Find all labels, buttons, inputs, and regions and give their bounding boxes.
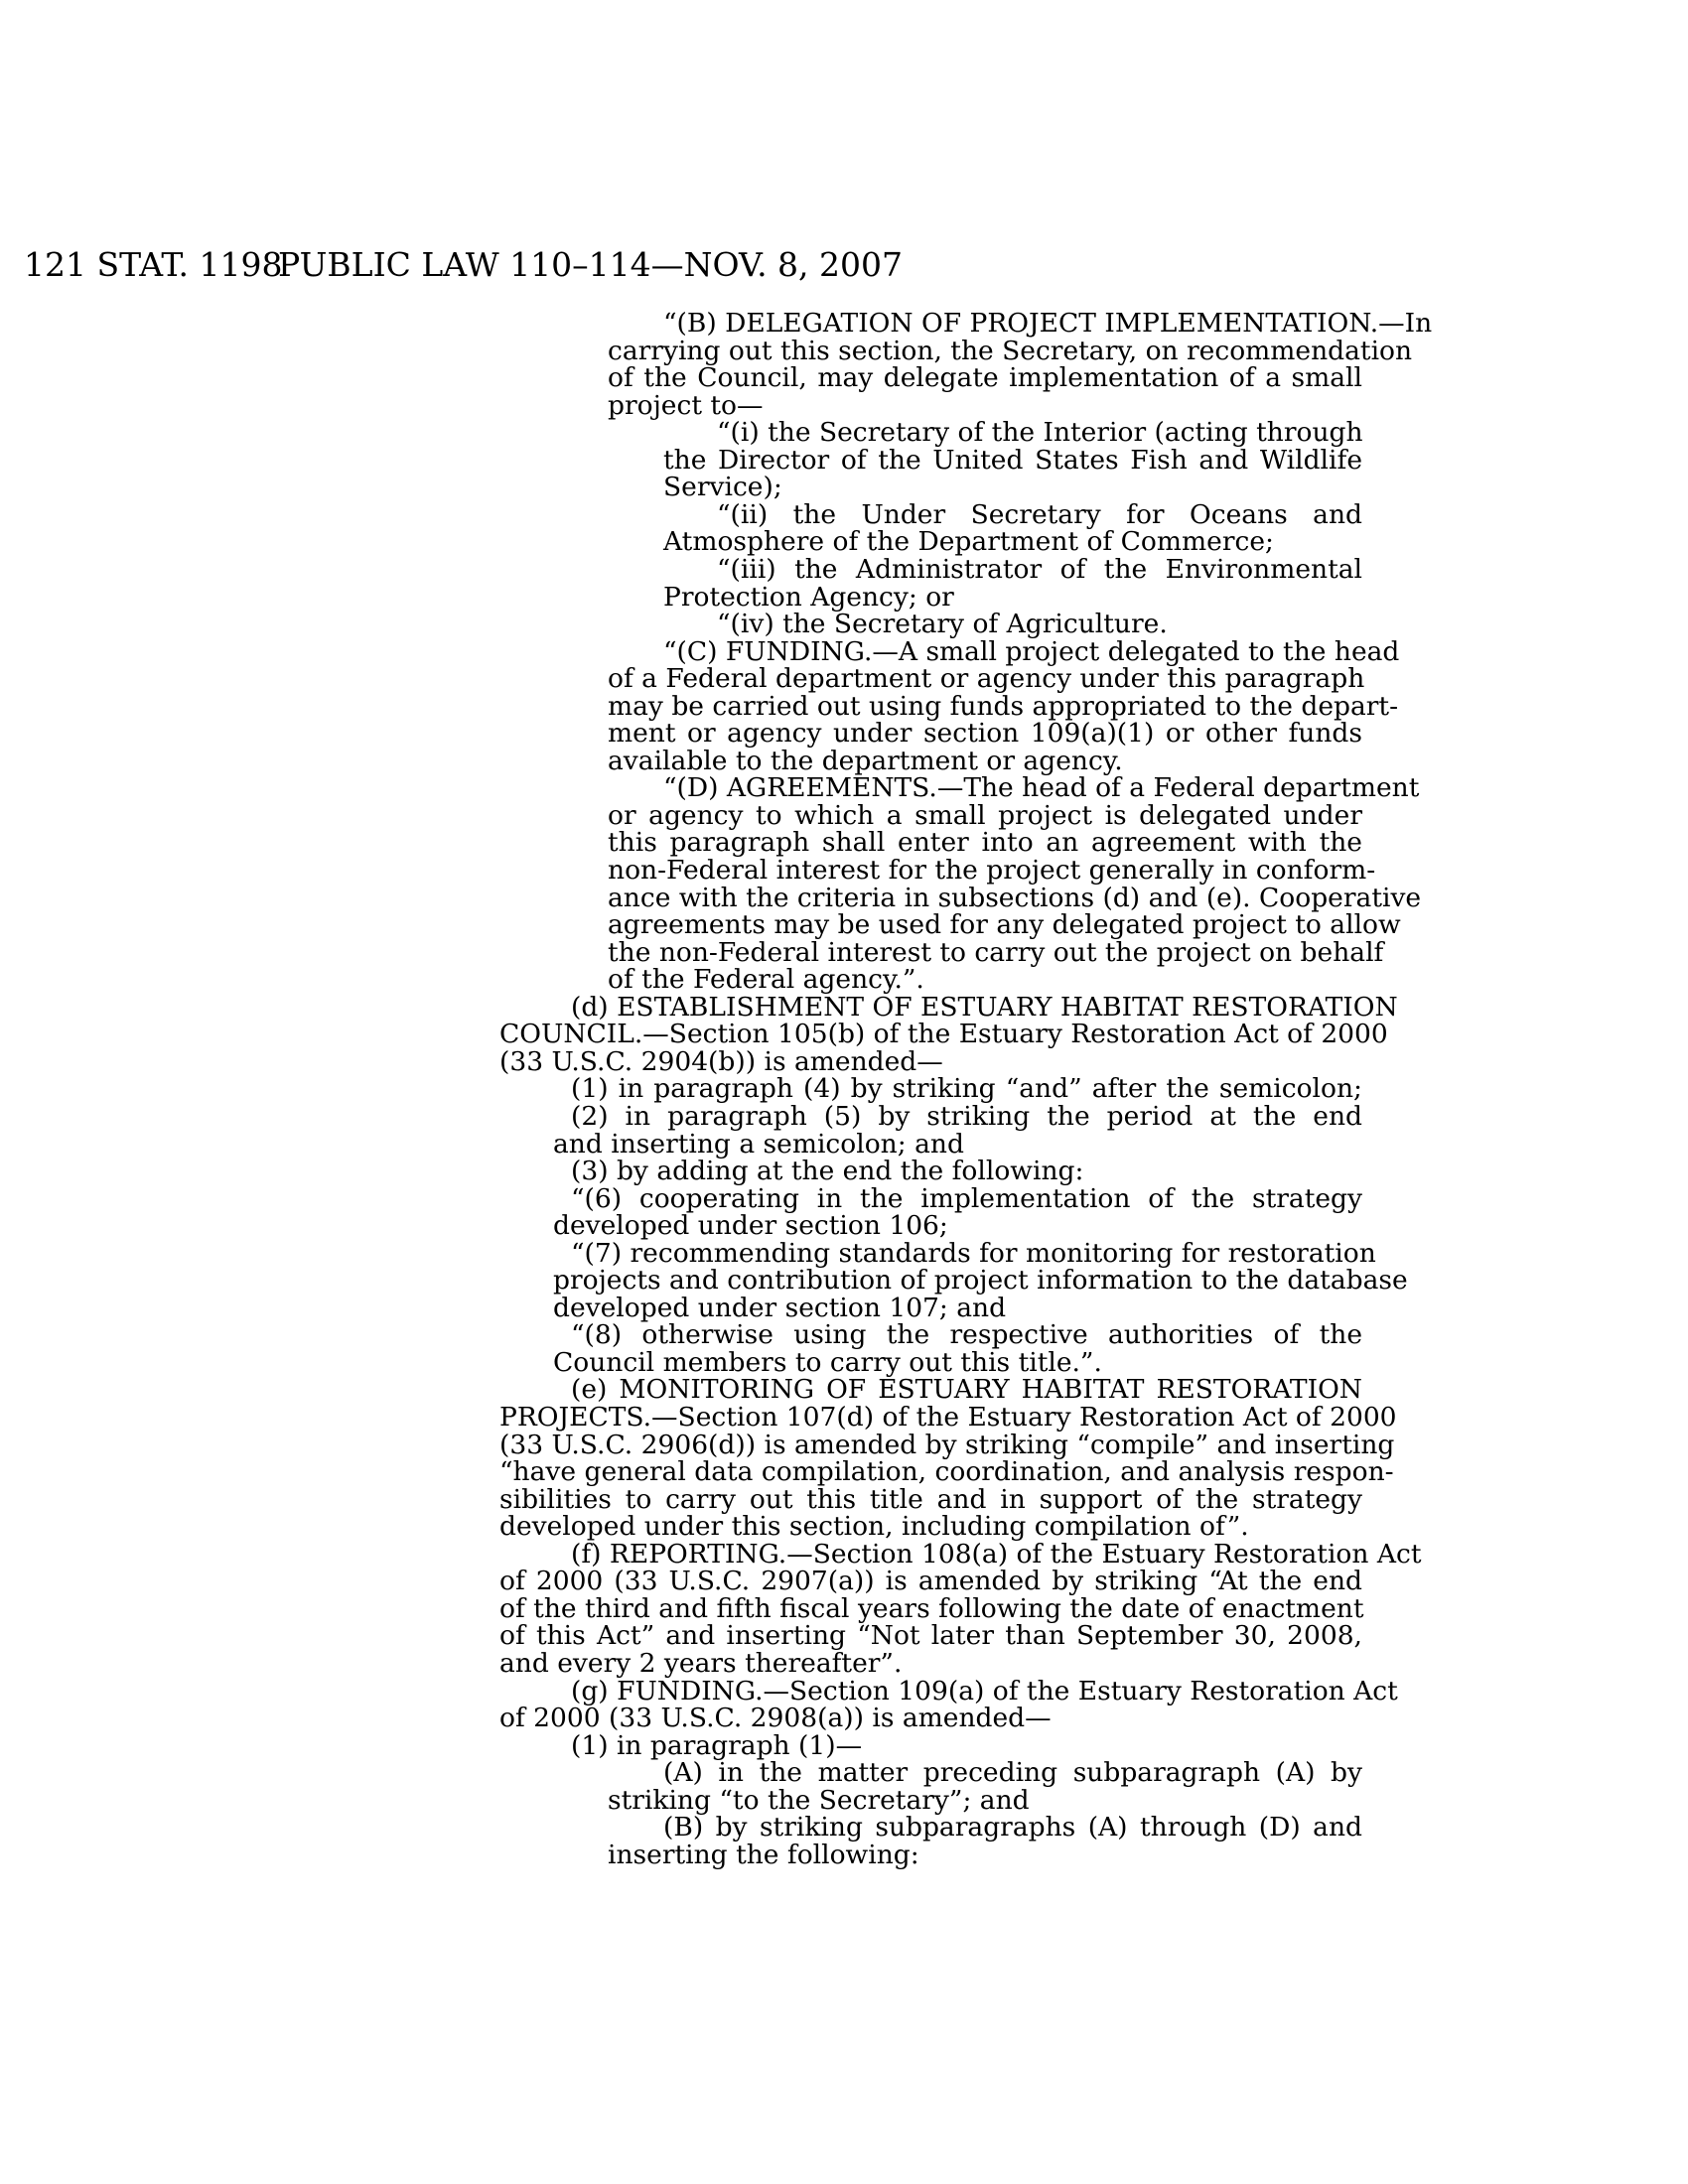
text-line: carrying out this section, the Secretary, on recommendation xyxy=(608,335,1413,366)
text-line: Protection Agency; or xyxy=(663,581,954,613)
text-line: PROJECTS.—Section 107(d) of the Estuary Restoration Act of 2000 xyxy=(499,1402,1397,1433)
text-line: (B) by striking subparagraphs (A) through (D) and xyxy=(663,1812,1362,1843)
text-line: “(D) AGREEMENTS.—The head of a Federal department xyxy=(663,772,1420,804)
text-line: agreements may be used for any delegated project to allow xyxy=(608,909,1401,941)
text-line: of this Act” and inserting “Not later than September 30, 2008, xyxy=(499,1620,1362,1652)
text-line: (f) REPORTING.—Section 108(a) of the Estuary Restoration Act xyxy=(571,1538,1422,1570)
running-header-title: PUBLIC LAW 110–114—NOV. 8, 2007 xyxy=(278,245,904,284)
text-line: of 2000 (33 U.S.C. 2907(a)) is amended by striking “At the end xyxy=(499,1566,1362,1597)
text-line: ment or agency under section 109(a)(1) or other funds xyxy=(608,718,1362,750)
text-line: Council members to carry out this title.”. xyxy=(553,1346,1102,1378)
text-line: “(8) otherwise using the respective authorities of the xyxy=(571,1319,1362,1351)
text-line: of the Federal agency.”. xyxy=(608,964,924,996)
text-line: “have general data compilation, coordination, and analysis respon- xyxy=(499,1456,1394,1488)
text-line: (g) FUNDING.—Section 109(a) of the Estuary Restoration Act xyxy=(571,1675,1398,1706)
text-line: sibilities to carry out this title and in support of the strategy xyxy=(499,1483,1362,1515)
text-line: or agency to which a small project is delegated under xyxy=(608,799,1362,831)
text-line: the non-Federal interest to carry out the project on behalf xyxy=(608,936,1384,968)
text-line: and every 2 years thereafter”. xyxy=(499,1647,903,1679)
text-line: (2) in paragraph (5) by striking the period at the end xyxy=(571,1100,1362,1132)
text-line: developed under this section, including compilation of”. xyxy=(499,1511,1249,1543)
text-line: project to— xyxy=(608,389,764,421)
text-line: “(B) DELEGATION OF PROJECT IMPLEMENTATION.—In xyxy=(663,308,1433,339)
text-line: inserting the following: xyxy=(608,1839,919,1870)
text-line: developed under section 106; xyxy=(553,1210,948,1242)
text-line: developed under section 107; and xyxy=(553,1292,1007,1323)
text-line: (e) MONITORING OF ESTUARY HABITAT RESTORATION xyxy=(571,1374,1362,1406)
text-line: of a Federal department or agency under this paragraph xyxy=(608,663,1365,695)
text-line: (d) ESTABLISHMENT OF ESTUARY HABITAT RESTORATION xyxy=(571,991,1398,1023)
text-line: (33 U.S.C. 2906(d)) is amended by striking “compile” and inserting xyxy=(499,1429,1395,1460)
text-line: Service); xyxy=(663,472,782,503)
text-line: (1) in paragraph (4) by striking “and” after the semicolon; xyxy=(571,1073,1362,1105)
text-line: of the third and fifth fiscal years following the date of enactment xyxy=(499,1592,1364,1624)
text-line: “(C) FUNDING.—A small project delegated to the head xyxy=(663,635,1400,667)
text-line: “(iv) the Secretary of Agriculture. xyxy=(717,609,1168,640)
text-line: may be carried out using funds appropriated to the depart- xyxy=(608,690,1399,722)
text-line: of 2000 (33 U.S.C. 2908(a)) is amended— xyxy=(499,1703,1052,1734)
text-line: ance with the criteria in subsections (d) and (e). Cooperative xyxy=(608,882,1422,913)
text-line: “(i) the Secretary of the Interior (acting through xyxy=(717,417,1363,449)
text-line: this paragraph shall enter into an agreement with the xyxy=(608,827,1362,859)
text-line: (3) by adding at the end the following: xyxy=(571,1156,1084,1187)
text-line: projects and contribution of project information to the database xyxy=(553,1265,1408,1297)
text-line: “(iii) the Administrator of the Environmental xyxy=(717,553,1362,585)
text-line: “(6) cooperating in the implementation of the strategy xyxy=(571,1182,1362,1214)
text-line: Atmosphere of the Department of Commerce; xyxy=(663,526,1274,558)
text-line: “(7) recommending standards for monitoring for restoration xyxy=(571,1237,1376,1269)
text-line: COUNCIL.—Section 105(b) of the Estuary Restoration Act of 2000 xyxy=(499,1019,1388,1050)
text-line: (A) in the matter preceding subparagraph (A) by xyxy=(663,1757,1362,1789)
text-line: striking “to the Secretary”; and xyxy=(608,1784,1030,1816)
text-line: the Director of the United States Fish and Wildlife xyxy=(663,444,1362,476)
text-line: non-Federal interest for the project generally in conform- xyxy=(608,855,1376,886)
text-line: and inserting a semicolon; and xyxy=(553,1128,964,1160)
text-line: available to the department or agency. xyxy=(608,745,1123,776)
text-line: of the Council, may delegate implementation of a small xyxy=(608,362,1362,394)
text-line: (33 U.S.C. 2904(b)) is amended— xyxy=(499,1045,943,1077)
text-line: “(ii) the Under Secretary for Oceans and xyxy=(717,498,1362,530)
statute-page-number: 121 STAT. 1198 xyxy=(24,245,283,284)
text-line: (1) in paragraph (1)— xyxy=(571,1729,863,1761)
